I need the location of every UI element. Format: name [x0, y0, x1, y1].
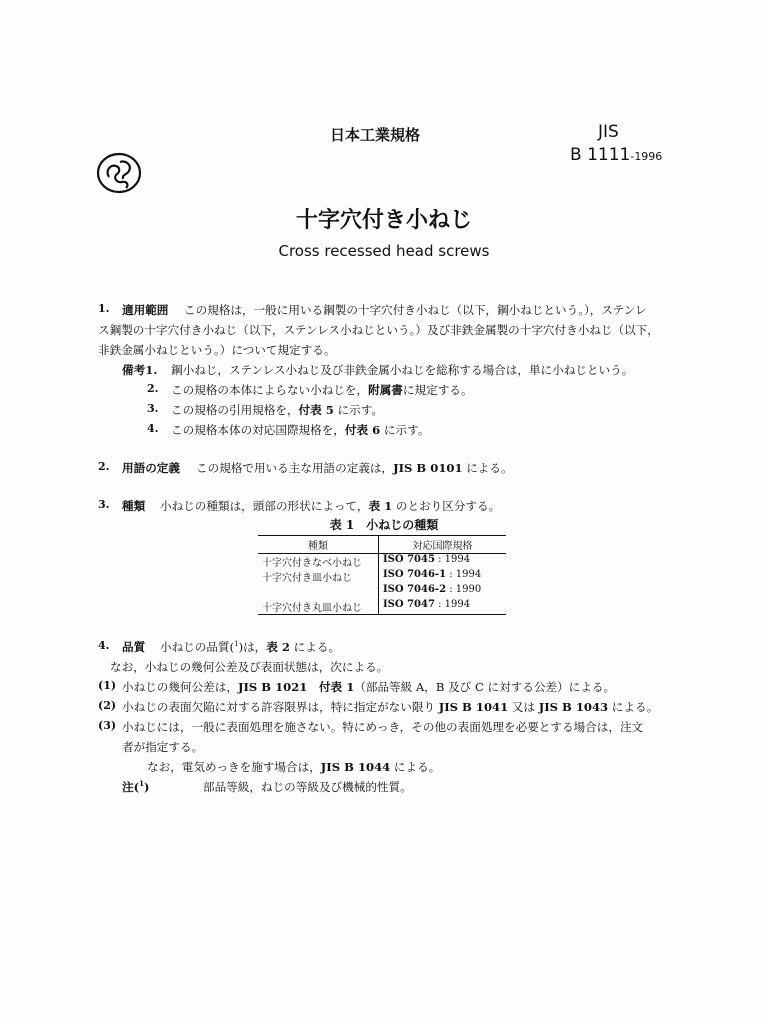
remark-number: 4.	[147, 422, 159, 435]
table-cell-standard: ISO 7047 : 1994	[379, 599, 507, 615]
section-number: 1.	[98, 302, 110, 315]
paragraph-line: 小ねじの品質($^1$)は，表 2 による。	[160, 640, 341, 654]
remark-3: この規格の引用規格を，付表 5 に示す。	[171, 403, 383, 417]
item-1: 小ねじの幾何公差は，JIS B 1021 付表 1（部品等級 A，B 及び C に対する公差）による。	[122, 680, 616, 694]
table-caption: 表 1 小ねじの種類	[329, 518, 439, 532]
item-2: 小ねじの表面欠陥に対する許容限界は，特に指定がない限り JIS B 1041 又は JIS B 1043 による。	[122, 700, 659, 714]
section-heading: 種類	[122, 499, 146, 513]
column-header: 種類	[258, 536, 379, 554]
remark-number: 2.	[147, 382, 159, 395]
section-heading: 適用範囲	[122, 303, 169, 317]
paragraph-line: ス鋼製の十字穴付き小ねじ（以下，ステンレス小ねじという。）及び非鉄金属製の十字穴付き小ねじ（以下，	[98, 323, 659, 337]
item-3-note: なお，電気めっきを施す場合は，JIS B 1044 による。	[147, 760, 441, 774]
paragraph-line: 非鉄金属小ねじという。）について規定する。	[98, 343, 336, 357]
standard-year: -1996	[630, 150, 663, 163]
paragraph-line: この規格で用いる主な用語の定義は，JIS B 0101 による。	[196, 461, 513, 475]
item-number: (2)	[98, 699, 117, 712]
header-jis-label: JIS	[598, 122, 619, 142]
footnote-label: 注($^1$)	[122, 779, 150, 794]
table-header-row	[258, 536, 506, 554]
section-number: 3.	[98, 498, 110, 511]
standard-number: B 1111	[570, 145, 631, 165]
jis-mark-logo-icon	[96, 152, 144, 200]
remark-2: この規格の本体によらない小ねじを，附属書に規定する。	[171, 383, 473, 397]
table-cell-kind: 十字穴付きなべ小ねじ	[258, 554, 379, 570]
table-cell-standard: ISO 7046-1 : 1994	[383, 569, 482, 580]
item-3-continued: 者が指定する。	[122, 740, 204, 754]
table-row	[258, 569, 506, 584]
section-heading: 用語の定義	[122, 461, 180, 475]
table-cell-kind: 十字穴付き皿小ねじ	[258, 569, 379, 584]
remark-4: この規格本体の対応国際規格を，付表 6 に示す。	[171, 423, 430, 437]
column-header: 対応国際規格	[379, 536, 507, 554]
table-row	[258, 599, 506, 615]
section-number: 4.	[98, 639, 110, 652]
header-standard-number	[570, 145, 662, 165]
paragraph-line: なお，小ねじの幾何公差及び表面状態は，次による。	[110, 660, 389, 674]
section-number: 2.	[98, 460, 110, 473]
remark-1: 鋼小ねじ，ステンレス小ねじ及び非鉄金属小ねじを総称する場合は，単に小ねじという。	[171, 363, 634, 377]
section-heading: 品質	[122, 640, 146, 654]
header-organization: 日本工業規格	[330, 126, 421, 144]
table-screw-types	[258, 535, 506, 615]
paragraph-line: 小ねじの種類は，頭部の形状によって，表 1 のとおり区分する。	[160, 499, 501, 513]
paragraph-line: この規格は，一般に用いる鋼製の十字穴付き小ねじ（以下，鋼小ねじという。），ステンレ	[184, 303, 647, 317]
table-cell-standard: ISO 7046-2 : 1990	[383, 584, 482, 595]
table-cell-kind: 十字穴付き丸皿小ねじ	[258, 599, 379, 615]
item-3: 小ねじには，一般に表面処理を施さない。特にめっき，その他の表面処理を必要とする場合は，注文	[122, 720, 644, 734]
table-cell-standard: ISO 7045 : 1994	[383, 554, 471, 565]
title-japanese: 十字穴付き小ねじ	[295, 208, 472, 233]
table-row	[258, 584, 506, 599]
table-cell-kind	[258, 584, 379, 599]
title-english: Cross recessed head screws	[278, 242, 490, 260]
table-row	[258, 554, 506, 570]
remark-number: 3.	[147, 402, 159, 415]
item-number: (3)	[98, 719, 117, 732]
footnote-text: 部品等級，ねじの等級及び機械的性質。	[203, 780, 412, 794]
item-number: (1)	[98, 679, 117, 692]
remark-label: 備考1.	[122, 363, 158, 377]
